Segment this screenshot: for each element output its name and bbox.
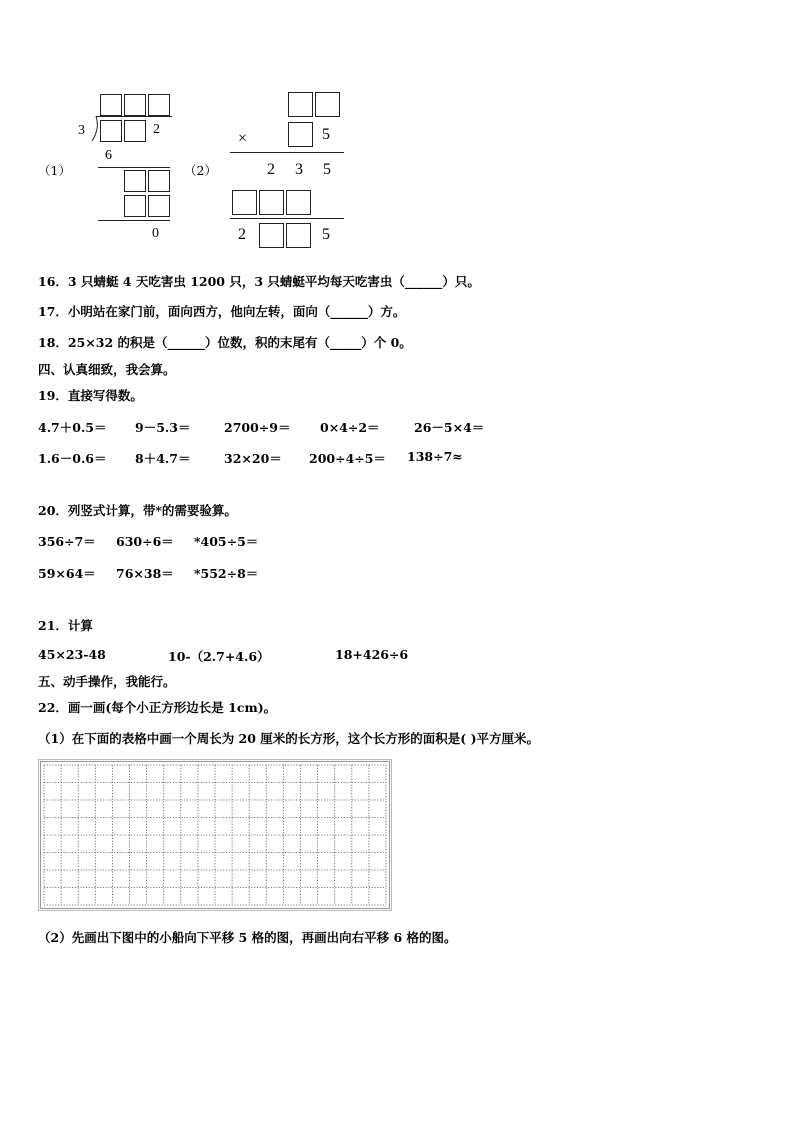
- blank-box: [124, 94, 146, 116]
- blank-box: [148, 94, 170, 116]
- division-bracket: [88, 116, 100, 142]
- blank-box: [100, 120, 122, 142]
- blank-box: [286, 190, 311, 215]
- question-16: 16．3 只蜻蜓 4 天吃害虫 1200 只，3 只蜻蜓平均每天吃害虫（______）只。: [38, 274, 480, 289]
- calc-item: 9－5.3＝: [135, 420, 191, 435]
- multiply-sign: ×: [238, 130, 248, 147]
- calc-item: 76×38＝: [116, 566, 174, 581]
- blank-box: [124, 170, 146, 192]
- rule-line: [98, 167, 170, 168]
- question-17: 17．小明站在家门前，面向西方，他向左转，面向（______）方。: [38, 304, 406, 319]
- blank-box: [124, 120, 146, 142]
- blank-box: [232, 190, 257, 215]
- calc-item: 356÷7＝: [38, 534, 96, 549]
- calc-item: 8＋4.7＝: [135, 451, 191, 466]
- calc-item: 18+426÷6: [335, 647, 409, 662]
- calc-item: 200÷4÷5＝: [309, 451, 386, 466]
- partial-digit: 5: [323, 161, 331, 178]
- question-20-title: 20．列竖式计算，带*的需要验算。: [38, 503, 237, 518]
- blank-box: [286, 223, 311, 248]
- subtract-digit: 6: [105, 148, 112, 163]
- rule-line: [98, 220, 170, 221]
- calc-item: 10-（2.7+4.6）: [168, 649, 270, 664]
- dividend-digit: 2: [153, 122, 160, 137]
- calc-item: *552÷8＝: [194, 566, 259, 581]
- blank-box: [288, 122, 313, 147]
- calc-item: 4.7＋0.5＝: [38, 420, 107, 435]
- puzzle-2-label: （2）: [184, 163, 217, 178]
- question-22-part-2: （2）先画出下图中的小船向下平移 5 格的图，再画出向右平移 6 格的图。: [38, 930, 457, 945]
- calc-item: 2700÷9＝: [224, 420, 291, 435]
- calc-item: 45×23-48: [38, 647, 106, 662]
- blank-box: [100, 94, 122, 116]
- result-digit: 2: [238, 226, 246, 243]
- multiplier-digit: 5: [322, 126, 330, 143]
- blank-box: [259, 190, 284, 215]
- calc-item: 630÷6＝: [116, 534, 174, 549]
- square-grid[interactable]: [38, 759, 392, 911]
- question-22-title: 22．画一画(每个小正方形边长是 1cm)。: [38, 700, 277, 715]
- question-18: 18．25×32 的积是（______）位数，积的末尾有（_____）个 0。: [38, 335, 412, 350]
- blank-box: [259, 223, 284, 248]
- blank-box: [288, 92, 313, 117]
- calc-item: 32×20＝: [224, 451, 282, 466]
- question-19-title: 19．直接写得数。: [38, 388, 143, 403]
- division-bar: [96, 116, 172, 117]
- calc-item: 138÷7≈: [407, 449, 463, 464]
- remainder-digit: 0: [152, 226, 159, 241]
- divisor: 3: [78, 123, 85, 138]
- question-22-part-1: （1）在下面的表格中画一个周长为 20 厘米的长方形，这个长方形的面积是( )平方厘米。: [38, 731, 539, 746]
- blank-box: [124, 195, 146, 217]
- puzzle-1-label: （1）: [38, 163, 71, 178]
- partial-digit: 3: [295, 161, 303, 178]
- partial-digit: 2: [267, 161, 275, 178]
- rule-line: [230, 218, 344, 219]
- result-digit: 5: [322, 226, 330, 243]
- blank-box: [148, 195, 170, 217]
- question-21-title: 21．计算: [38, 618, 93, 633]
- calc-item: 26－5×4＝: [414, 420, 485, 435]
- rule-line: [230, 152, 344, 153]
- blank-box: [148, 170, 170, 192]
- calc-item: 1.6－0.6＝: [38, 451, 107, 466]
- calc-item: 59×64＝: [38, 566, 96, 581]
- calc-item: 0×4÷2＝: [320, 420, 380, 435]
- section-4-heading: 四、认真细致，我会算。: [38, 362, 176, 377]
- blank-box: [315, 92, 340, 117]
- section-5-heading: 五、动手操作，我能行。: [38, 674, 176, 689]
- calc-item: *405÷5＝: [194, 534, 259, 549]
